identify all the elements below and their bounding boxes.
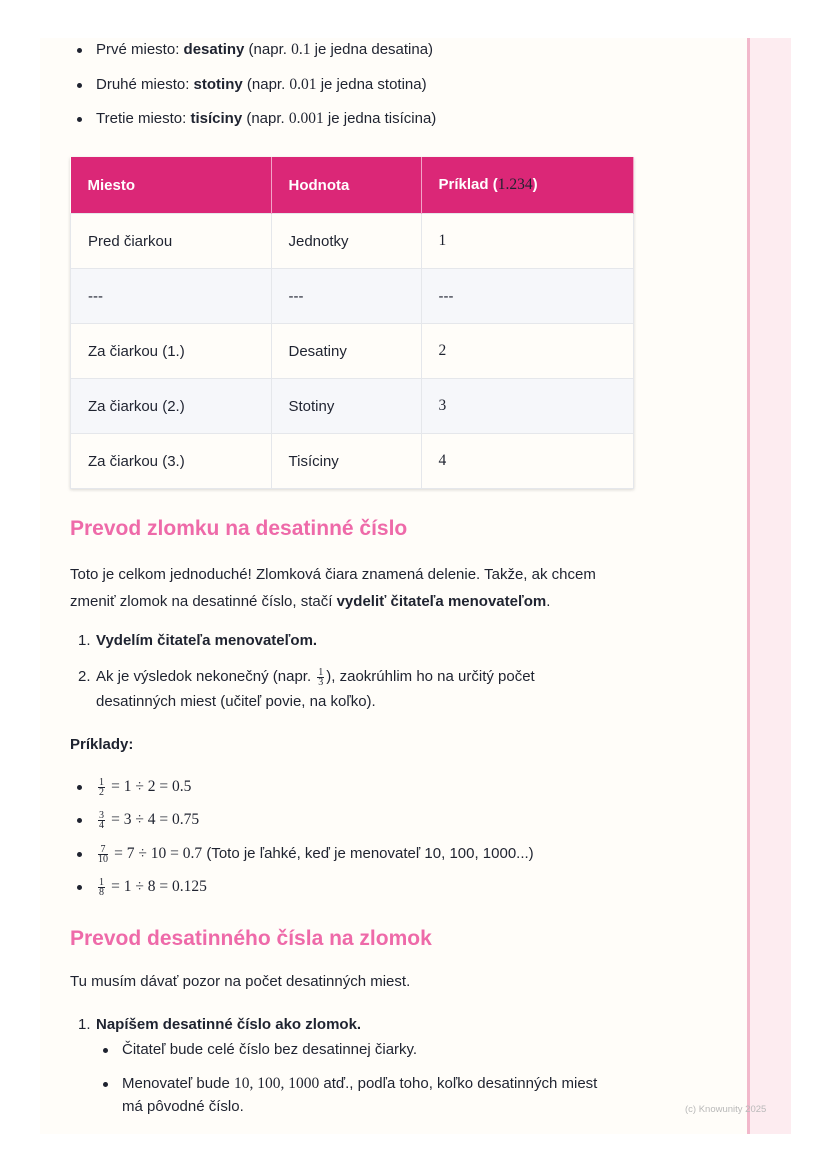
denominator: 3 (318, 676, 324, 688)
cell: Za čiarkou (2.) (71, 379, 272, 434)
item-number: 1. (78, 632, 91, 649)
table-row (71, 324, 634, 379)
fraction (98, 878, 105, 897)
sub-list-item-continuation: má pôvodné číslo. (122, 1098, 244, 1115)
header-hodnota: Hodnota (271, 157, 421, 214)
text: Tretie miesto: (96, 110, 191, 127)
cell: Jednotky (271, 214, 421, 269)
text: atď., podľa toho, koľko desatinných miest (319, 1075, 598, 1092)
cell: Tisíciny (271, 434, 421, 489)
item-number: 1. (78, 1016, 91, 1033)
item-number: 2. (78, 668, 91, 685)
text: (Toto je ľahké, keď je menovateľ 10, 100, 1000...) (202, 845, 534, 862)
table-row (71, 379, 634, 434)
ordered-item (70, 1015, 361, 1035)
math: = 1 ÷ 8 = 0.125 (111, 878, 207, 895)
bold-text: desatiny (183, 41, 245, 58)
text: je jedna desatina) (310, 41, 434, 58)
list-item (70, 777, 191, 797)
bold-text: vydeliť čitateľa menovateľom (336, 593, 547, 610)
cell: 2 (421, 324, 634, 379)
table-row (71, 434, 634, 489)
cell: 1 (421, 214, 634, 269)
text: ) (532, 176, 538, 193)
sub-list-item (96, 1074, 597, 1094)
ordered-item (70, 667, 535, 687)
section-heading: Prevod zlomku na desatinné číslo (70, 517, 408, 540)
list-item (70, 109, 436, 129)
math: 0.1 (291, 41, 311, 58)
text: (napr. (244, 41, 292, 58)
cell: 3 (421, 379, 634, 434)
denominator: 2 (99, 786, 104, 798)
math: 0.001 (288, 110, 324, 127)
cell: Desatiny (271, 324, 421, 379)
math: 10, 100, 1000 (233, 1075, 320, 1092)
cell: Pred čiarkou (71, 214, 272, 269)
list-item (70, 844, 534, 864)
text: ), zaokrúhlim ho na určitý počet (326, 668, 535, 685)
denominator: 10 (98, 853, 108, 865)
text: Prvé miesto: (96, 41, 184, 58)
list-item (70, 40, 433, 60)
fraction (98, 845, 108, 864)
text: . (546, 593, 551, 610)
sub-list-item: Čitateľ bude celé číslo bez desatinnej čiarky. (96, 1040, 417, 1060)
bold-text: Napíšem desatinné číslo ako zlomok. (96, 1016, 362, 1033)
table-row (71, 269, 634, 324)
copyright-footer: (c) Knowunity 2025 (685, 1104, 767, 1115)
header-priklad (421, 157, 634, 214)
bold-text: stotiny (193, 76, 243, 93)
cell: --- (421, 269, 634, 324)
paragraph: Toto je celkom jednoduché! Zlomková čiara znamená delenie. Takže, ak chcem (70, 566, 596, 583)
ordered-item (70, 631, 317, 651)
paragraph (70, 592, 550, 612)
denominator: 4 (99, 819, 104, 831)
place-value-table (70, 157, 634, 489)
cell: --- (271, 269, 421, 324)
examples-label: Príklady: (70, 736, 134, 753)
numerator: 1 (318, 666, 324, 678)
cell: Za čiarkou (1.) (71, 324, 272, 379)
bold-text: tisíciny (190, 110, 243, 127)
fraction (98, 811, 105, 830)
text: Druhé miesto: (96, 76, 194, 93)
cell: Za čiarkou (3.) (71, 434, 272, 489)
math: = 3 ÷ 4 = 0.75 (111, 811, 200, 828)
numerator: 3 (99, 809, 104, 821)
cell: --- (71, 269, 272, 324)
numerator: 7 (98, 845, 108, 855)
text: je jedna tisícina) (323, 110, 437, 127)
text: Príklad ( (438, 176, 498, 193)
text: Ak je výsledok nekonečný (napr. (96, 668, 316, 685)
list-item (70, 877, 207, 897)
text: (napr. (242, 76, 290, 93)
text: Menovateľ bude (122, 1075, 234, 1092)
bold-text: Vydelím čitateľa menovateľom. (96, 632, 318, 649)
math: = 7 ÷ 10 = 0.7 (114, 845, 203, 862)
sidebar-panel (750, 38, 791, 1134)
numerator: 1 (99, 776, 104, 788)
fraction (317, 668, 324, 687)
table-row (71, 214, 634, 269)
header-miesto: Miesto (71, 157, 272, 214)
paragraph: Tu musím dávať pozor na počet desatinných miest. (70, 973, 411, 990)
ordered-item-continuation: desatinných miest (učiteľ povie, na koľko). (96, 693, 376, 710)
text: (napr. (242, 110, 289, 127)
fraction (98, 778, 105, 797)
list-item (70, 75, 427, 95)
section-heading: Prevod desatinného čísla na zlomok (70, 927, 432, 950)
cell: 4 (421, 434, 634, 489)
numerator: 1 (99, 876, 104, 888)
list-item (70, 810, 199, 830)
denominator: 8 (99, 886, 104, 898)
text: zmeniť zlomok na desatinné číslo, stačí (70, 593, 337, 610)
cell: Stotiny (271, 379, 421, 434)
math: = 1 ÷ 2 = 0.5 (111, 778, 192, 795)
math: 1.234 (497, 176, 533, 193)
table-header (71, 157, 634, 214)
math: 0.01 (289, 76, 317, 93)
text: je jedna stotina) (316, 76, 427, 93)
